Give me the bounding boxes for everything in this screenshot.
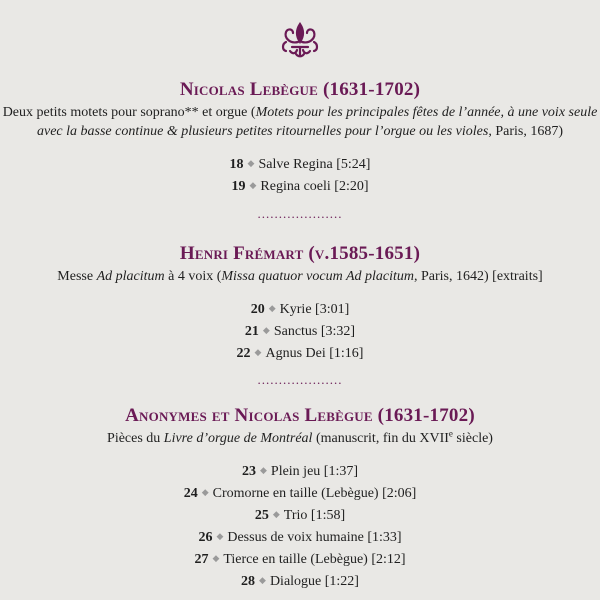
section-lebegue [0,79,600,197]
section-fremart [0,243,600,364]
track-item: 25 ◆ Trio [1:58] [254,508,346,523]
separator-dots: .................... [257,206,343,221]
diamond-bullet-icon: ◆ [249,180,257,190]
diamond-bullet-icon: ◆ [201,487,209,497]
track-list [0,153,600,197]
separator-dots: .................... [257,372,343,387]
diamond-bullet-icon: ◆ [262,325,270,335]
diamond-bullet-icon: ◆ [272,509,280,519]
diamond-bullet-icon: ◆ [268,303,276,313]
composer-heading: Anonymes et Nicolas Lebègue (1631-1702) [125,405,475,426]
diamond-bullet-icon: ◆ [259,465,267,475]
track-item: 28 ◆ Dialogue [1:22] [241,574,359,589]
diamond-bullet-icon: ◆ [212,553,220,563]
composer-heading: Nicolas Lebègue (1631-1702) [179,79,421,100]
work-description: Deux petits motets pour soprano** et orgue (Motets pour les principales fêtes de l’année, à une voix seule avec la basse continue & plusieurs petites ritournelles pour l’orgue ou les violes, Paris, 1687) [2,105,598,139]
diamond-bullet-icon: ◆ [247,158,255,168]
track-item: 24 ◆ Cromorne en taille (Lebègue) [2:06] [183,486,417,501]
track-item: 18 ◆ Salve Regina [5:24] [229,157,371,172]
track-item: 19 ◆ Regina coeli [2:20] [231,179,369,194]
track-item: 26 ◆ Dessus de voix humaine [1:33] [198,530,402,545]
diamond-bullet-icon: ◆ [254,347,262,357]
fleur-de-lis-ornament-icon [276,20,324,60]
section-anonymes [0,405,600,592]
work-description: Pièces du Livre d’orgue de Montréal (manuscrit, fin du XVIIe siècle) [107,428,493,446]
track-item: 21 ◆ Sanctus [3:32] [244,324,356,339]
track-item: 22 ◆ Agnus Dei [1:16] [236,346,364,361]
diamond-bullet-icon: ◆ [259,575,266,585]
work-description: Messe Ad placitum à 4 voix (Missa quatuor vocum Ad placitum, Paris, 1642) [extraits] [57,269,543,284]
track-item: 27 ◆ Tierce en taille (Lebègue) [2:12] [194,552,406,567]
track-item: 23 ◆ Plein jeu [1:37] [241,464,359,479]
composer-heading: Henri Frémart (v.1585-1651) [179,243,421,264]
track-item: 20 ◆ Kyrie [3:01] [250,302,350,317]
track-list [0,460,600,592]
diamond-bullet-icon: ◆ [216,531,224,541]
track-list [0,298,600,364]
